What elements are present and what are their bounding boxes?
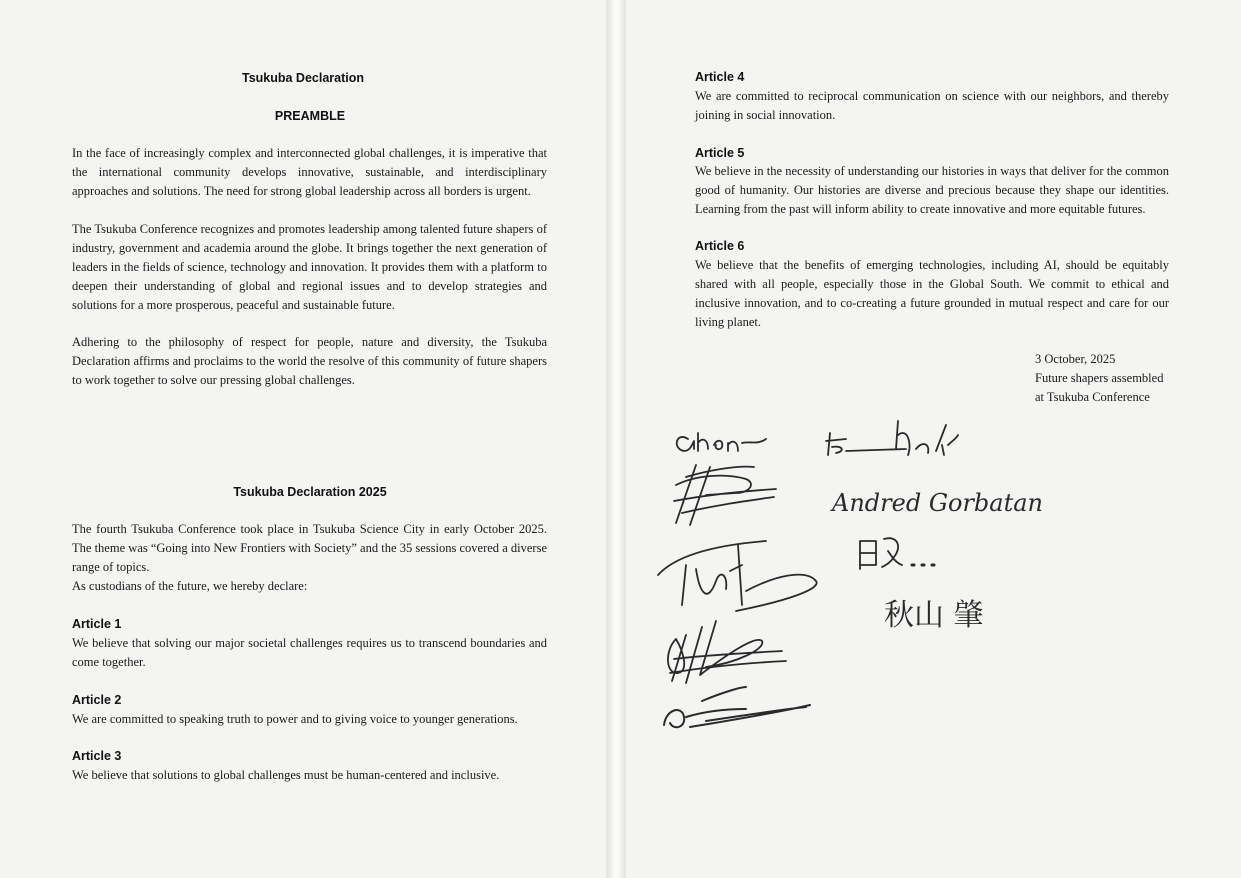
declaration-heading: Tsukuba Declaration 2025	[233, 485, 387, 499]
article-6-text: We believe that the benefits of emerging technologies, including AI, should be equitably shared with all people, especially those in the Global South. We commit to ethical and inclusive innovation, and to co-creating a future grounded in mutual respect and care for our living planet.	[695, 258, 1169, 329]
signatory-line-2: at Tsukuba Conference	[1035, 390, 1150, 404]
article-1-title: Article 1	[72, 617, 122, 631]
signature-8	[860, 538, 934, 569]
article-3-title: Article 3	[72, 749, 122, 763]
preamble-heading: PREAMBLE	[274, 109, 346, 123]
preamble-paragraph-3: Adhering to the philosophy of respect for people, nature and diversity, the Tsukuba Declaration affirms and proclaims to the world the resolve of this community of future shapers to work together to solve our pressing global challenges.	[72, 335, 547, 387]
preamble-paragraph-1: In the face of increasingly complex and interconnected global challenges, it is imperative that the international community develops innovative, sustainable, and interdisciplinary approaches and solutions. The need for strong global leadership across all borders is urgent.	[72, 146, 547, 198]
date-and-signatory-block	[1035, 350, 1163, 407]
signature-4	[668, 621, 786, 683]
article-6-title: Article 6	[695, 239, 745, 253]
document-title: Tsukuba Declaration	[241, 71, 365, 85]
signatures	[646, 405, 1066, 750]
article-1-text: We believe that solving our major societal challenges requires us to transcend boundaries and come together.	[72, 636, 547, 669]
signature-9-text: 秋山 肇	[884, 598, 984, 633]
signature-1	[677, 433, 766, 451]
signatory-line-1: Future shapers assembled	[1035, 371, 1164, 385]
signature-9	[884, 598, 984, 633]
article-4-text: We are committed to reciprocal communication on science with our neighbors, and thereby joining in social innovation.	[695, 89, 1169, 122]
signature-2	[674, 465, 776, 525]
article-2-text: We are committed to speaking truth to power and to giving voice to younger generations.	[72, 712, 518, 726]
article-4-title: Article 4	[695, 70, 745, 84]
declaration-lead: As custodians of the future, we hereby declare:	[72, 579, 308, 593]
signature-7	[830, 489, 1043, 517]
declaration-intro: The fourth Tsukuba Conference took place in Tsukuba Science City in early October 2025. The theme was “Going into New Frontiers with Society” and the 35 sessions covered a diverse range of topics.	[72, 522, 547, 574]
left-page	[0, 0, 606, 878]
page-gutter	[606, 0, 626, 878]
signature-6	[826, 421, 958, 455]
declaration-date: 3 October, 2025	[1035, 352, 1116, 366]
signature-3	[658, 541, 817, 611]
right-page	[626, 0, 1241, 878]
signature-7-text: Andred Gorbatan	[832, 489, 1043, 517]
signature-5	[664, 687, 810, 727]
article-5-title: Article 5	[695, 146, 745, 160]
preamble-paragraph-2: The Tsukuba Conference recognizes and promotes leadership among talented future shapers of industry, government and academia around the globe. It brings together the next generation of leaders in the fields of science, technology and innovation. It provides them with a platform to deepen their understanding of global and regional issues and to develop strategies and solutions for a more prosperous, peaceful and sustainable future.	[72, 222, 547, 312]
article-5-text: We believe in the necessity of understanding our histories in ways that deliver for the common good of humanity. Our histories are diverse and precious because they shape our identities. Learning from the past will inform ability to create innovative and more equitable futures.	[695, 164, 1169, 216]
article-3-text: We believe that solutions to global challenges must be human-centered and inclusive.	[72, 768, 500, 782]
article-2-title: Article 2	[72, 693, 122, 707]
